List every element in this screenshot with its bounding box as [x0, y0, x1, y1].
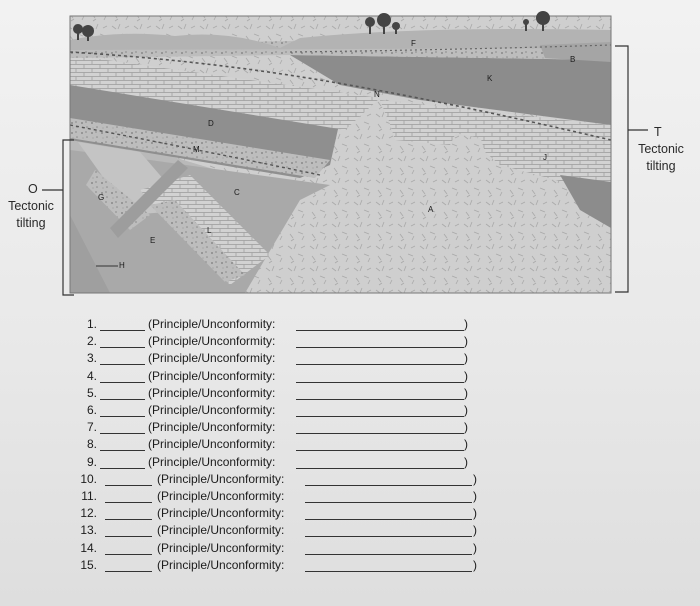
close-paren: ) — [464, 420, 468, 435]
principle-prompt: (Principle/Unconformity: — [157, 523, 285, 538]
close-paren: ) — [464, 368, 468, 383]
principle-prompt: (Principle/Unconformity: — [157, 557, 285, 572]
principle-answer-line[interactable] — [296, 347, 464, 348]
principle-prompt: (Principle/Unconformity: — [148, 420, 276, 435]
principle-prompt: (Principle/Unconformity: — [148, 454, 276, 469]
label-h: H — [119, 261, 125, 270]
label-f: F — [411, 39, 416, 48]
label-k: K — [487, 74, 493, 83]
question-row — [0, 350, 700, 367]
principle-answer-line[interactable] — [296, 450, 464, 451]
question-number: 4. — [86, 368, 97, 383]
question-number: 13. — [80, 523, 97, 538]
close-paren: ) — [473, 471, 477, 486]
question-number: 14. — [80, 540, 97, 555]
close-paren: ) — [473, 523, 477, 538]
left-tilting-label — [3, 181, 59, 232]
close-paren: ) — [473, 540, 477, 555]
right-tilting-label — [632, 124, 690, 175]
question-number: 5. — [86, 385, 97, 400]
principle-answer-line[interactable] — [296, 399, 464, 400]
question-row — [0, 368, 700, 385]
principle-answer-line[interactable] — [296, 433, 464, 434]
principle-answer-line[interactable] — [305, 536, 472, 537]
principle-prompt: (Principle/Unconformity: — [157, 489, 285, 503]
close-paren: ) — [473, 489, 477, 503]
close-paren: ) — [473, 506, 477, 521]
answer-blank[interactable] — [105, 536, 152, 537]
principle-answer-line[interactable] — [305, 502, 472, 503]
label-m: M — [193, 145, 200, 154]
question-row — [0, 419, 700, 436]
label-l: L — [207, 226, 212, 235]
answer-blank[interactable] — [100, 399, 145, 400]
left-label-line1: Tectonic — [8, 199, 54, 213]
question-row — [0, 385, 700, 402]
close-paren: ) — [464, 385, 468, 400]
answer-blank[interactable] — [105, 519, 152, 520]
principle-prompt: (Principle/Unconformity: — [148, 385, 276, 400]
principle-prompt: (Principle/Unconformity: — [148, 437, 276, 452]
question-row — [0, 316, 700, 333]
answer-blank[interactable] — [100, 330, 145, 331]
question-number: 10. — [80, 471, 97, 486]
question-number: 6. — [86, 403, 97, 417]
close-paren: ) — [473, 557, 477, 572]
label-g: G — [98, 193, 105, 202]
close-paren: ) — [464, 351, 468, 366]
principle-prompt: (Principle/Unconformity: — [148, 351, 276, 366]
label-e: E — [150, 236, 156, 245]
label-a: A — [428, 205, 434, 214]
question-row — [0, 540, 700, 557]
question-row — [0, 333, 700, 350]
question-number: 12. — [80, 506, 97, 521]
principle-answer-line[interactable] — [296, 416, 464, 417]
question-row — [0, 471, 700, 488]
label-b: B — [570, 55, 576, 64]
answer-blank[interactable] — [105, 571, 152, 572]
question-number: 2. — [86, 334, 97, 349]
principle-prompt: (Principle/Unconformity: — [148, 368, 276, 383]
answer-blank[interactable] — [100, 364, 145, 365]
answer-blank[interactable] — [100, 347, 145, 348]
right-label-line1: Tectonic — [638, 142, 684, 156]
question-row — [0, 488, 700, 505]
answer-blank[interactable] — [105, 502, 152, 503]
principle-prompt: (Principle/Unconformity: — [148, 403, 276, 417]
principle-answer-line[interactable] — [305, 485, 472, 486]
principle-answer-line[interactable] — [296, 468, 464, 469]
principle-answer-line[interactable] — [296, 364, 464, 365]
principle-answer-line[interactable] — [305, 519, 472, 520]
right-label-line2: tilting — [646, 159, 676, 173]
principle-prompt: (Principle/Unconformity: — [157, 506, 285, 521]
question-row — [0, 522, 700, 539]
question-number: 9. — [86, 454, 97, 469]
label-t: T — [654, 125, 662, 139]
left-label-line2: tilting — [16, 216, 46, 230]
question-number: 15. — [80, 557, 97, 572]
question-row — [0, 402, 700, 419]
label-c: C — [234, 188, 240, 197]
principle-prompt: (Principle/Unconformity: — [148, 317, 276, 331]
answer-blank[interactable] — [100, 382, 145, 383]
close-paren: ) — [464, 403, 468, 417]
answer-blank[interactable] — [105, 554, 152, 555]
right-bracket — [615, 46, 628, 292]
question-number: 7. — [86, 420, 97, 435]
principle-prompt: (Principle/Unconformity: — [157, 540, 285, 555]
principle-answer-line[interactable] — [296, 330, 464, 331]
principle-prompt: (Principle/Unconformity: — [157, 471, 285, 486]
label-o: O — [28, 182, 38, 196]
close-paren: ) — [464, 334, 468, 349]
answer-blank[interactable] — [100, 468, 145, 469]
principle-answer-line[interactable] — [305, 571, 472, 572]
question-row — [0, 557, 700, 574]
close-paren: ) — [464, 437, 468, 452]
question-number: 11. — [81, 489, 97, 503]
answer-blank[interactable] — [105, 485, 152, 486]
label-j: J — [543, 153, 547, 162]
answer-blank[interactable] — [100, 450, 145, 451]
question-row — [0, 454, 700, 471]
close-paren: ) — [464, 454, 468, 469]
principle-prompt: (Principle/Unconformity: — [148, 334, 276, 349]
label-d: D — [208, 119, 214, 128]
answer-blank[interactable] — [100, 433, 145, 434]
question-row — [0, 505, 700, 522]
question-number: 1. — [86, 317, 97, 331]
answer-blank[interactable] — [100, 416, 145, 417]
principle-answer-line[interactable] — [296, 382, 464, 383]
question-row — [0, 436, 700, 453]
close-paren: ) — [464, 317, 468, 331]
question-number: 3. — [86, 351, 97, 366]
label-n: N — [374, 90, 380, 99]
question-number: 8. — [86, 437, 97, 452]
principle-answer-line[interactable] — [305, 554, 472, 555]
